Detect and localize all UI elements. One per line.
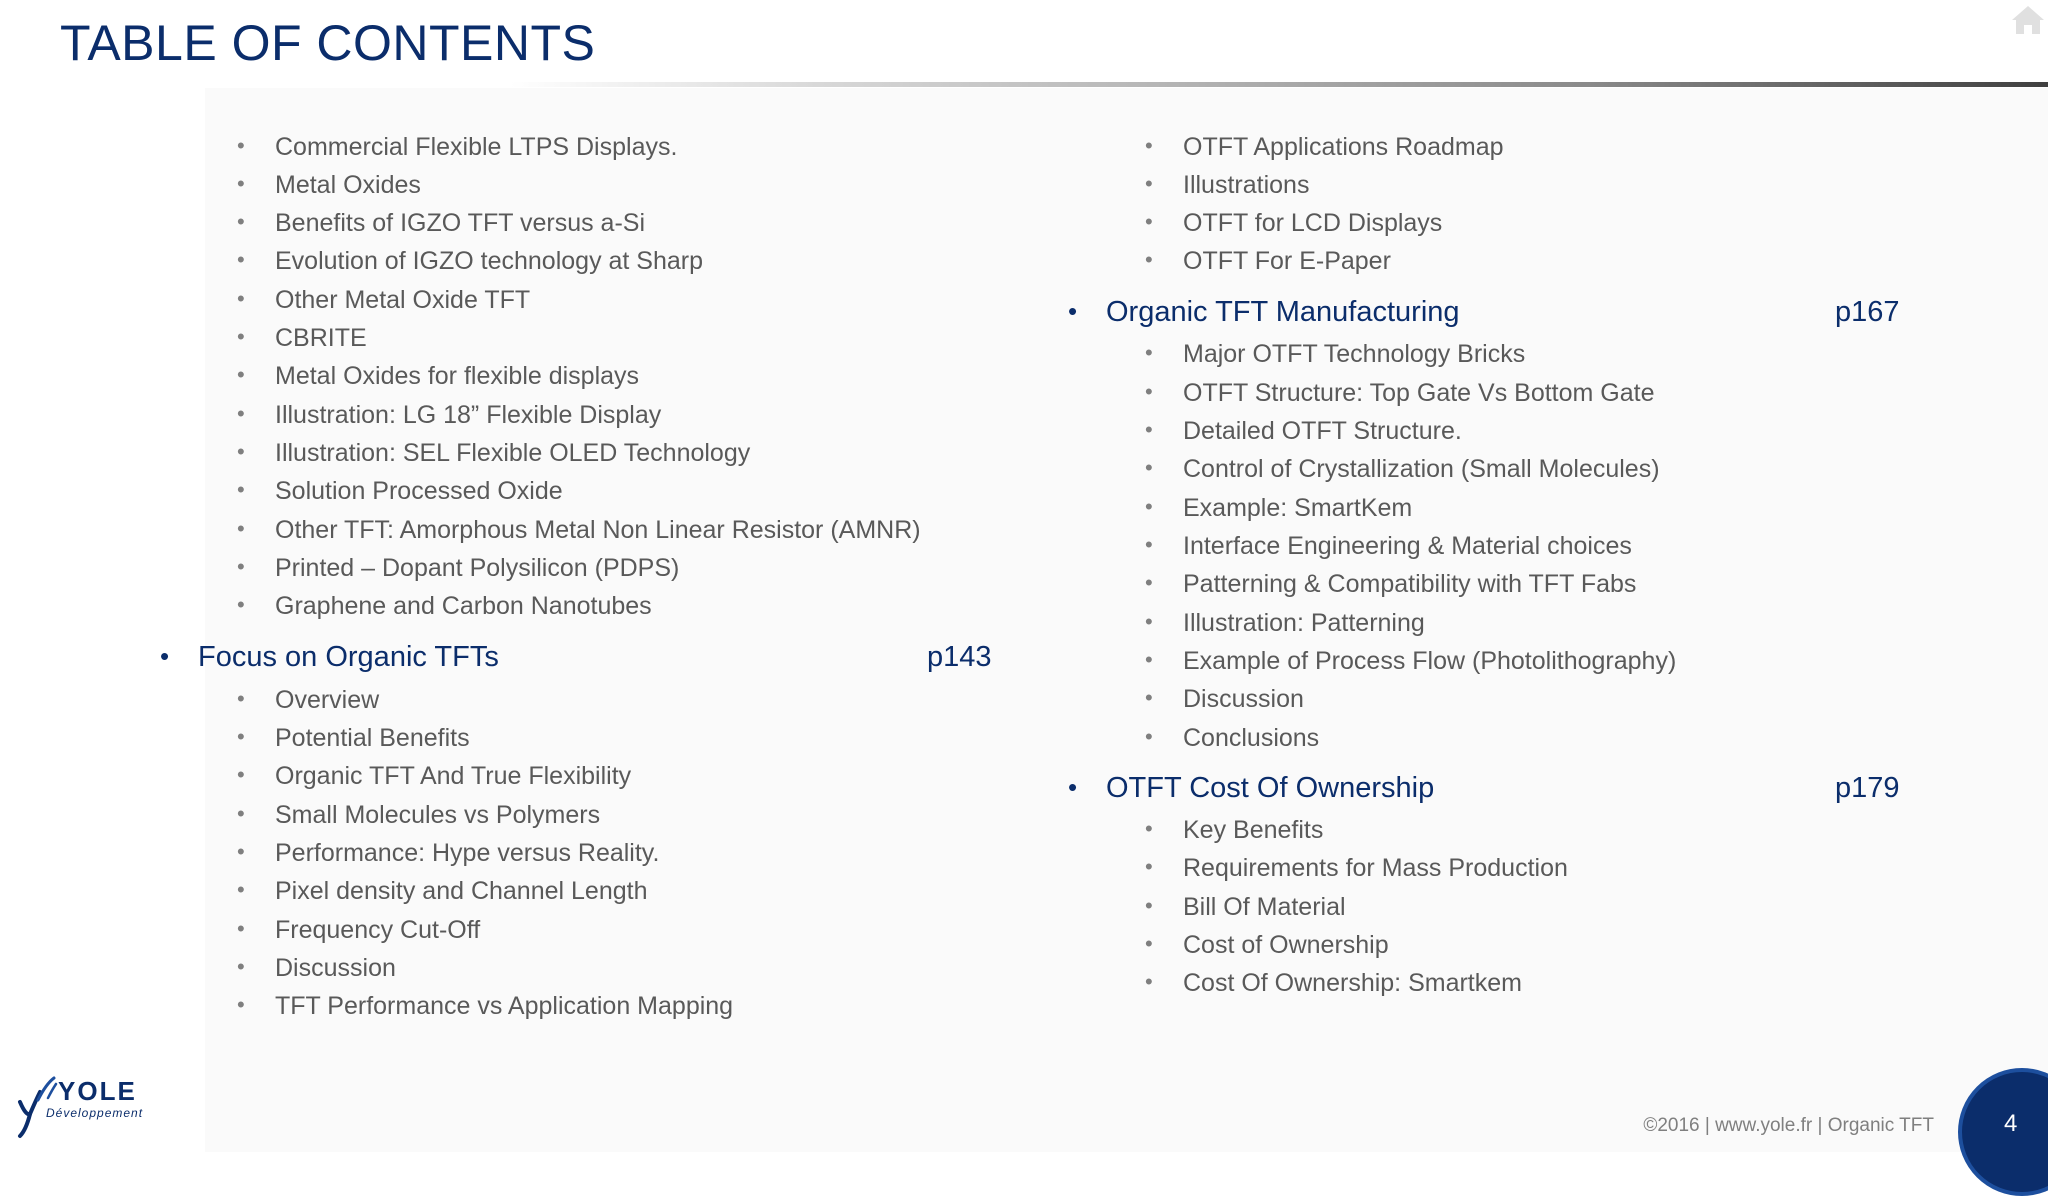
list-item: • OTFT Structure: Top Gate Vs Bottom Gate: [1145, 379, 1655, 407]
list-item: • Metal Oxides for flexible displays: [237, 362, 640, 390]
list-item: • Illustrations: [1145, 171, 1310, 199]
bullet: •: [237, 439, 245, 464]
home-icon[interactable]: [2010, 2, 2046, 38]
page-number: 4: [2004, 1110, 2018, 1137]
list-item: • Example: SmartKem: [1145, 494, 1413, 522]
list-item: • Illustration: SEL Flexible OLED Technology: [237, 439, 751, 467]
list-item: • OTFT Applications Roadmap: [1145, 133, 1504, 161]
bullet: •: [1145, 570, 1153, 595]
bullet: •: [237, 209, 245, 234]
title-divider: [510, 82, 2048, 87]
list-item: • OTFT For E-Paper: [1145, 247, 1391, 275]
bullet: •: [237, 362, 245, 387]
bullet: •: [1145, 340, 1153, 365]
bullet: •: [237, 762, 245, 787]
bullet: •: [237, 592, 245, 617]
page-reference: p167: [1835, 296, 1900, 328]
list-item: • Evolution of IGZO technology at Sharp: [237, 247, 704, 275]
toc-section-heading[interactable]: • Focus on Organic TFTs: [160, 641, 499, 673]
bullet: •: [1145, 133, 1153, 158]
list-item: • Solution Processed Oxide: [237, 477, 563, 505]
bullet: •: [237, 477, 245, 502]
list-item: • Other TFT: Amorphous Metal Non Linear Resistor (AMNR): [237, 516, 921, 544]
bullet: •: [237, 171, 245, 196]
bullet: •: [237, 324, 245, 349]
logo-subtitle: Développement: [46, 1106, 144, 1120]
list-item: • Requirements for Mass Production: [1145, 854, 1568, 882]
bullet: •: [237, 286, 245, 311]
list-item: • Potential Benefits: [237, 724, 470, 752]
list-item: • Cost Of Ownership: Smartkem: [1145, 969, 1522, 997]
bullet: •: [237, 877, 245, 902]
list-item: • Discussion: [1145, 685, 1304, 713]
bullet: •: [237, 516, 245, 541]
list-item: • Benefits of IGZO TFT versus a-Si: [237, 209, 646, 237]
bullet: •: [1145, 379, 1153, 404]
list-item: • Graphene and Carbon Nanotubes: [237, 592, 652, 620]
bullet: •: [1145, 969, 1153, 994]
bullet: •: [1145, 532, 1153, 557]
list-item: • TFT Performance vs Application Mapping: [237, 992, 734, 1020]
bullet: •: [237, 724, 245, 749]
list-item: • Major OTFT Technology Bricks: [1145, 340, 1526, 368]
yole-logo: [16, 1070, 156, 1142]
bullet: •: [1145, 854, 1153, 879]
list-item: • Example of Process Flow (Photolithography): [1145, 647, 1677, 675]
list-item: • Illustration: Patterning: [1145, 609, 1425, 637]
bullet: •: [237, 247, 245, 272]
bullet: •: [1145, 494, 1153, 519]
bullet: •: [237, 992, 245, 1017]
bullet: •: [1068, 772, 1078, 802]
bullet: •: [1145, 893, 1153, 918]
bullet: •: [1145, 455, 1153, 480]
bullet: •: [237, 801, 245, 826]
page-reference: p179: [1835, 772, 1900, 804]
bullet: •: [1145, 816, 1153, 841]
bullet: •: [237, 401, 245, 426]
page-title: TABLE OF CONTENTS: [60, 15, 596, 71]
bullet: •: [160, 641, 170, 671]
list-item: • Metal Oxides: [237, 171, 421, 199]
bullet: •: [1068, 296, 1078, 326]
page-reference: p143: [927, 641, 992, 673]
list-item: • Illustration: LG 18” Flexible Display: [237, 401, 662, 429]
bullet: •: [1145, 417, 1153, 442]
bullet: •: [1145, 247, 1153, 272]
bullet: •: [237, 554, 245, 579]
list-item: • CBRITE: [237, 324, 367, 352]
list-item: • Patterning & Compatibility with TFT Fabs: [1145, 570, 1637, 598]
list-item: • Discussion: [237, 954, 396, 982]
bullet: •: [1145, 685, 1153, 710]
bullet: •: [1145, 724, 1153, 749]
bullet: •: [237, 916, 245, 941]
bullet: •: [237, 686, 245, 711]
bullet: •: [237, 839, 245, 864]
bullet: •: [1145, 647, 1153, 672]
list-item: • Detailed OTFT Structure.: [1145, 417, 1462, 445]
list-item: • Organic TFT And True Flexibility: [237, 762, 632, 790]
list-item: • OTFT for LCD Displays: [1145, 209, 1443, 237]
list-item: • Control of Crystallization (Small Molecules): [1145, 455, 1660, 483]
list-item: • Other Metal Oxide TFT: [237, 286, 531, 314]
list-item: • Overview: [237, 686, 380, 714]
list-item: • Interface Engineering & Material choices: [1145, 532, 1632, 560]
list-item: • Frequency Cut-Off: [237, 916, 481, 944]
list-item: • Pixel density and Channel Length: [237, 877, 648, 905]
bullet: •: [237, 954, 245, 979]
bullet: •: [1145, 209, 1153, 234]
list-item: • Commercial Flexible LTPS Displays.: [237, 133, 678, 161]
list-item: • Conclusions: [1145, 724, 1320, 752]
bullet: •: [1145, 171, 1153, 196]
list-item: • Performance: Hype versus Reality.: [237, 839, 660, 867]
list-item: • Key Benefits: [1145, 816, 1324, 844]
bullet: •: [237, 133, 245, 158]
toc-section-heading[interactable]: • Organic TFT Manufacturing: [1068, 296, 1460, 328]
list-item: • Bill Of Material: [1145, 893, 1346, 921]
toc-section-heading[interactable]: • OTFT Cost Of Ownership: [1068, 772, 1435, 804]
bullet: •: [1145, 609, 1153, 634]
bullet: •: [1145, 931, 1153, 956]
list-item: • Small Molecules vs Polymers: [237, 801, 601, 829]
footer-copyright: ©2016 | www.yole.fr | Organic TFT: [1643, 1115, 1934, 1136]
list-item: • Printed – Dopant Polysilicon (PDPS): [237, 554, 680, 582]
logo-brand: YOLE: [58, 1076, 137, 1106]
list-item: • Cost of Ownership: [1145, 931, 1389, 959]
